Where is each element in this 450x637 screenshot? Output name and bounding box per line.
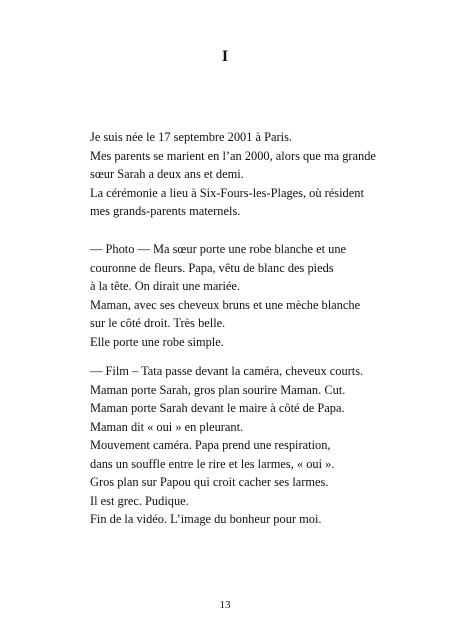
text-line: Mes parents se marient en l’an 2000, alors que ma grande bbox=[90, 148, 376, 163]
text-line: Maman, avec ses cheveux bruns et une mèche blanche bbox=[90, 297, 361, 312]
text-line: à la tête. On dirait une mariée. bbox=[90, 279, 240, 293]
text-line: Fin de la vidéo. L’image du bonheur pour moi. bbox=[90, 512, 322, 526]
text-line: Je suis née le 17 septembre 2001 à Paris. bbox=[90, 130, 292, 144]
text-line: Maman porte Sarah devant le maire à côté de Papa. bbox=[90, 401, 345, 415]
chapter-title: I bbox=[221, 48, 229, 65]
text-line: Gros plan sur Papou qui croit cacher ses larmes. bbox=[90, 475, 329, 489]
text-line: La cérémonie a lieu à Six-Fours-les-Plages, où résident bbox=[90, 185, 364, 200]
text-line: sœur Sarah a deux ans et demi. bbox=[90, 167, 244, 181]
paragraph-birth bbox=[90, 128, 376, 221]
text-line: Elle porte une robe simple. bbox=[90, 334, 224, 349]
text-line: sur le côté droit. Très belle. bbox=[90, 316, 226, 330]
text-line: — Film – Tata passe devant la caméra, cheveux courts. bbox=[90, 364, 364, 378]
text-line: Il est grec. Pudique. bbox=[90, 493, 189, 508]
text-line: Maman dit « oui » en pleurant. bbox=[90, 419, 244, 434]
text-line: couronne de fleurs. Papa, vêtu de blanc des pieds bbox=[90, 260, 334, 275]
text-line: Mouvement caméra. Papa prend une respiration, bbox=[90, 438, 331, 452]
page-number: 13 bbox=[219, 599, 231, 611]
text-line: — Photo — Ma sœur porte une robe blanche et une bbox=[90, 242, 347, 256]
text-line: Maman porte Sarah, gros plan sourire Maman. Cut. bbox=[90, 382, 346, 397]
text-line: dans un souffle entre le rire et les larmes, « oui ». bbox=[90, 456, 335, 471]
paragraph-film bbox=[90, 362, 363, 529]
paragraph-photo bbox=[90, 240, 360, 351]
text-line: mes grands-parents maternels. bbox=[90, 204, 241, 218]
